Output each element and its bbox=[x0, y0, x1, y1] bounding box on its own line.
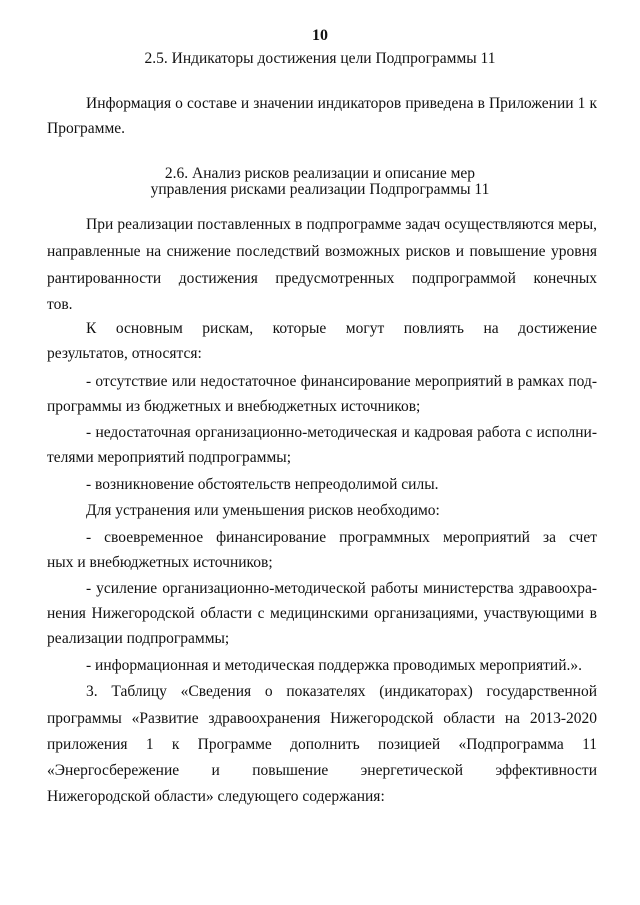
paragraph-3: Для устранения или уменьшения рисков необходимо: bbox=[86, 502, 440, 519]
measure-1-line-1: - своевременное финансирование программных мероприятий за счет bbox=[86, 529, 597, 546]
item-3-line-5: Нижегородской области» следующего содержания: bbox=[47, 788, 385, 805]
risk-1-line-2: программы из бюджетных и внебюджетных источников; bbox=[47, 398, 421, 415]
measure-3: - информационная и методическая поддержка проводимых мероприятий.». bbox=[86, 657, 582, 674]
risk-1-line-1: - отсутствие или недостаточное финансирование мероприятий в рамках под- bbox=[86, 373, 597, 390]
measure-2-line-2: нения Нижегородской области с медицинскими организациями, участвующими в bbox=[47, 605, 597, 622]
item-3-line-3: приложения 1 к Программе дополнить позицией «Подпрограмма 11 bbox=[47, 736, 597, 753]
paragraph-1-line-3: рантированности достижения предусмотренных подпрограммой конечных bbox=[47, 270, 597, 287]
item-3-line-1: 3. Таблицу «Сведения о показателях (индикаторах) государственной bbox=[86, 683, 597, 700]
page-number: 10 bbox=[312, 27, 328, 44]
paragraph-1-line-4: тов. bbox=[47, 296, 73, 313]
measure-2-line-1: - усиление организационно-методической работы министерства здравоохра- bbox=[86, 580, 597, 597]
section-2-6-heading-line-1: 2.6. Анализ рисков реализации и описание мер bbox=[164, 165, 476, 182]
item-3-line-2: программы «Развитие здравоохранения Нижегородской области на 2013-2020 bbox=[47, 710, 597, 727]
risk-3: - возникновение обстоятельств непреодолимой силы. bbox=[86, 476, 439, 493]
risk-2-line-1: - недостаточная организационно-методическая и кадровая работа с исполни- bbox=[86, 424, 597, 441]
section-2-5-text-line-2: Программе. bbox=[47, 120, 126, 137]
paragraph-2-line-2: результатов, относятся: bbox=[47, 345, 202, 362]
item-3-line-4: «Энергосбережение и повышение энергетической эффективности bbox=[47, 762, 597, 779]
section-2-6-heading-line-2: управления рисками реализации Подпрограммы 11 bbox=[150, 181, 490, 198]
paragraph-1-line-2: направленные на снижение последствий возможных рисков и повышение уровня bbox=[47, 243, 597, 260]
section-2-5-heading: 2.5. Индикаторы достижения цели Подпрограммы 11 bbox=[144, 50, 496, 67]
risk-2-line-2: телями мероприятий подпрограммы; bbox=[47, 449, 291, 466]
measure-1-line-2: ных и внебюджетных источников; bbox=[47, 554, 273, 571]
paragraph-1-line-1: При реализации поставленных в подпрограмме задач осуществляются меры, bbox=[86, 216, 597, 233]
paragraph-2-line-1: К основным рискам, которые могут повлиять на достижение bbox=[86, 320, 597, 337]
section-2-5-text-line-1: Информация о составе и значении индикаторов приведена в Приложении 1 к bbox=[86, 95, 597, 112]
measure-2-line-3: реализации подпрограммы; bbox=[47, 630, 230, 647]
